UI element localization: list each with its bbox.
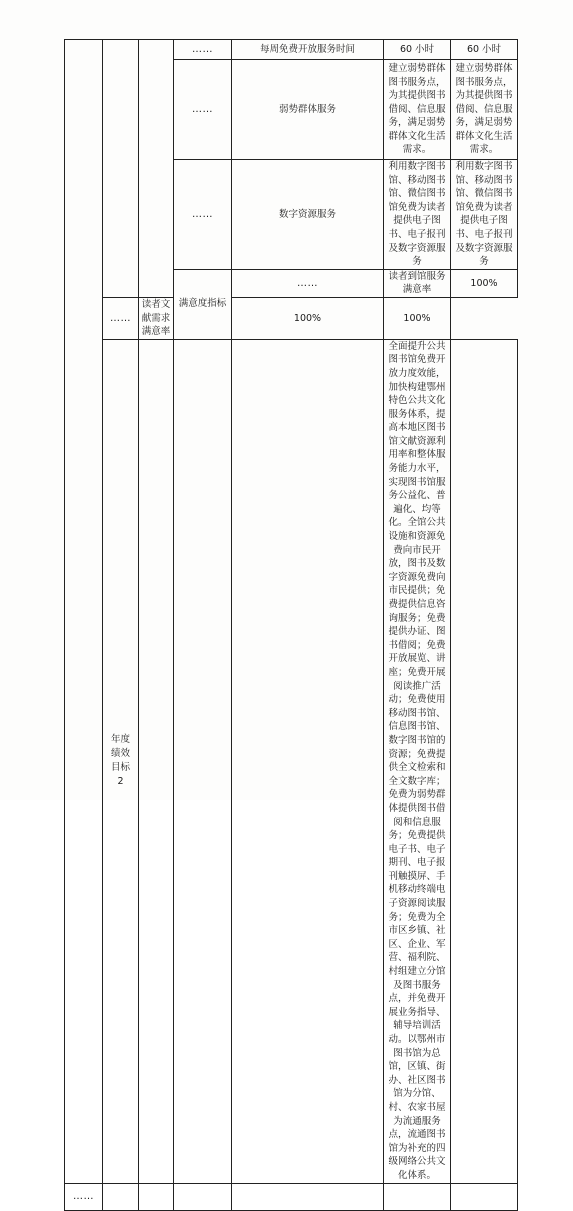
indicator-dots: …… [174, 60, 232, 160]
empty-cell [232, 1183, 384, 1210]
indicator-dots: …… [232, 269, 384, 297]
table-row [65, 339, 518, 1183]
empty-cell [232, 339, 384, 1183]
target-value: 利用数字图书馆、移动图书馆、微信图书馆免费为读者提供电子图书、电子报刊及数字资源服务 [384, 160, 451, 270]
empty-cell [103, 1183, 139, 1210]
indicator-name: 弱势群体服务 [232, 60, 384, 160]
empty-cell [384, 1183, 451, 1210]
indicator-dots: …… [174, 160, 232, 270]
table-row [65, 1183, 518, 1210]
target-value: 利用数字图书馆、移动图书馆、微信图书馆免费为读者提供电子图书、电子报刊及数字资源服务 [451, 160, 518, 270]
indicator-dots: …… [103, 297, 139, 339]
target-value: 建立弱势群体图书服务点，为其提供图书借阅、信息服务，满足弱势群体文化生活需求。 [384, 60, 451, 160]
subcategory-cell-continued [139, 40, 174, 298]
empty-cell [139, 1183, 174, 1210]
target-value: 100% [384, 297, 451, 339]
target-value: 建立弱势群体图书服务点，为其提供图书借阅、信息服务，满足弱势群体文化生活需求。 [451, 60, 518, 160]
target-value: 60 小时 [451, 40, 518, 60]
target-value: 100% [232, 297, 384, 339]
indicator-name: 读者文献需求满意率 [139, 297, 174, 339]
empty-cell [451, 1183, 518, 1210]
goal-cell-continued [65, 40, 103, 1184]
empty-cell [174, 1183, 232, 1210]
empty-cell [451, 339, 518, 1183]
table-row [65, 297, 518, 339]
satisfaction-indicator-label: 满意度指标 [174, 269, 232, 339]
indicator-dots: …… [174, 40, 232, 60]
target-value: 100% [451, 269, 518, 297]
goal-2-description: 全面提升公共图书馆免费开放力度效能，加快构建鄂州特色公共文化服务体系，提高本地区图书馆文献资源利用率和整体服务能力水平，实现图书馆服务公益化、普遍化、均等化。全馆公共设施和资源免费向市民开放，图书及数字资源免费向市民提供；免费提供信息咨询服务；免费提供办证、图书借阅；免费开放展览、讲座；免费开展阅读推广活动；免费使用移动图书馆、信息图书馆、数字图书馆的资源；免费提供全文检索和全文数字库；免费为弱势群体提供图书借阅和信息服务；免费提供电子书、电子期刊、电子报刊触摸屏、手机移动终端电子资源阅读服务；免费为全市区乡镇、社区、企业、军营、福利院、村组建立分馆及图书服务点，并免费开展业务指导、辅导培训活动。以鄂州市图书馆为总馆，区镇、街办、社区图书馆为分馆、村、农家书屋为流通服务点，流通图书馆为补充的四级网络公共文化体系。 [384, 339, 451, 1183]
indicator-name: 读者到馆服务满意率 [384, 269, 451, 297]
empty-cell [174, 339, 232, 1183]
indicator-name: 每周免费开放服务时间 [232, 40, 384, 60]
category-cell-continued [103, 40, 139, 298]
empty-cell [139, 339, 174, 1183]
last-row-dots: …… [65, 1183, 103, 1210]
performance-goal-table [64, 39, 518, 1211]
target-value: 60 小时 [384, 40, 451, 60]
indicator-name: 数字资源服务 [232, 160, 384, 270]
annual-goal-2-label: 年度绩效目标 2 [103, 339, 139, 1183]
table-row [65, 40, 518, 60]
